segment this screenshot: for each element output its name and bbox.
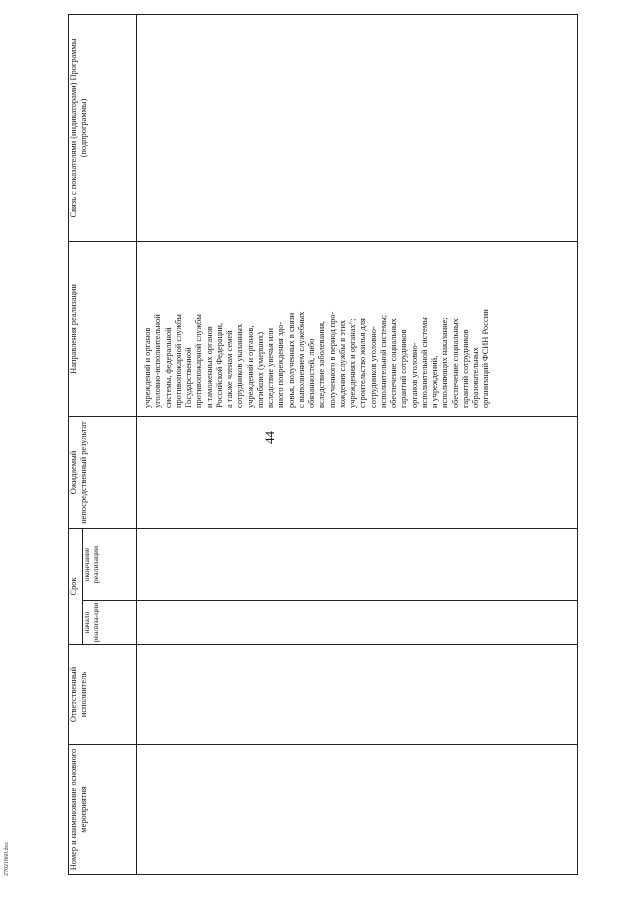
directions-line: образовательных xyxy=(471,347,480,408)
directions-line: уголовно-исполнительной xyxy=(153,314,163,408)
table-row xyxy=(137,15,578,875)
directions-line: исполнительной системы; xyxy=(378,314,388,408)
measures-table xyxy=(68,14,578,875)
header-term: Срок xyxy=(69,529,83,645)
directions-line: исполняющих наказание; xyxy=(440,317,450,408)
header-indicators-link: Связь с показателями (индикаторами) Программы (подпрограммы) xyxy=(69,15,137,242)
directions-line: а также членам семей xyxy=(225,330,234,408)
header-responsible: Ответственный исполнитель xyxy=(69,645,137,745)
directions-line: гарантий сотрудников xyxy=(460,329,470,408)
cell-indicators-link xyxy=(137,15,578,242)
directions-line: органов уголовно- xyxy=(409,342,419,408)
directions-line: вследствие увечья или xyxy=(266,327,275,408)
directions-line: полученного в период про- xyxy=(327,311,337,408)
cell-expected-result xyxy=(137,417,578,529)
directions-line: сотрудников указанных xyxy=(235,323,245,408)
cell-responsible xyxy=(137,645,578,745)
header-directions: Направления реализации xyxy=(69,242,137,417)
directions-line: гарантий сотрудников xyxy=(399,329,409,408)
header-term-start: начало реализа-ции xyxy=(83,601,137,645)
directions-line: хождения службы в этих xyxy=(337,319,347,408)
directions-line: учреждений и органов, xyxy=(245,325,255,408)
directions-line: противопожарной службы xyxy=(194,314,204,408)
directions-line: учреждениях и органах"; xyxy=(348,318,357,408)
cell-directions xyxy=(137,242,578,417)
directions-line: обязанностей, либо xyxy=(307,338,316,408)
header-measure-name: Номер и наименование основного мероприятия xyxy=(69,745,137,875)
directions-line: системы, федеральной xyxy=(163,327,173,408)
directions-line: противопожарной службы xyxy=(173,314,183,408)
directions-line: с выполнением служебных xyxy=(296,311,306,408)
directions-line: погибших (умерших) xyxy=(255,331,265,408)
directions-line: сотрудников уголовно- xyxy=(368,326,378,408)
directions-line: обеспечение социальных xyxy=(389,318,398,408)
directions-line: организаций ФСИН России xyxy=(481,309,491,408)
document-id: 27021860.doc xyxy=(4,841,10,876)
directions-line: обеспечение социальных xyxy=(450,318,460,408)
directions-line: и таможенных органов xyxy=(204,326,214,408)
cell-measure-name xyxy=(137,745,578,875)
directions-line: учреждений и органов xyxy=(143,327,152,408)
rotated-table-container xyxy=(68,15,578,875)
cell-term-start xyxy=(137,601,578,645)
header-expected-result: Ожидаемый непосредственный результат xyxy=(69,417,137,529)
directions-line: Государственной xyxy=(184,347,193,408)
directions-line: вследствие заболевания, xyxy=(317,320,327,408)
header-term-end: окончание реализации xyxy=(83,529,137,601)
directions-line: и учреждений, xyxy=(430,355,439,408)
directions-line: исполнительной системы xyxy=(419,317,429,408)
directions-line: иного повреждения здо- xyxy=(276,321,286,408)
directions-line: ровья, полученных в связи xyxy=(286,312,296,408)
cell-term-end xyxy=(137,529,578,601)
directions-line: Российской Федерации, xyxy=(214,322,224,408)
directions-line: строительство жилья для xyxy=(358,318,368,408)
page-number: 44 xyxy=(262,431,277,444)
directions-text xyxy=(143,246,492,408)
